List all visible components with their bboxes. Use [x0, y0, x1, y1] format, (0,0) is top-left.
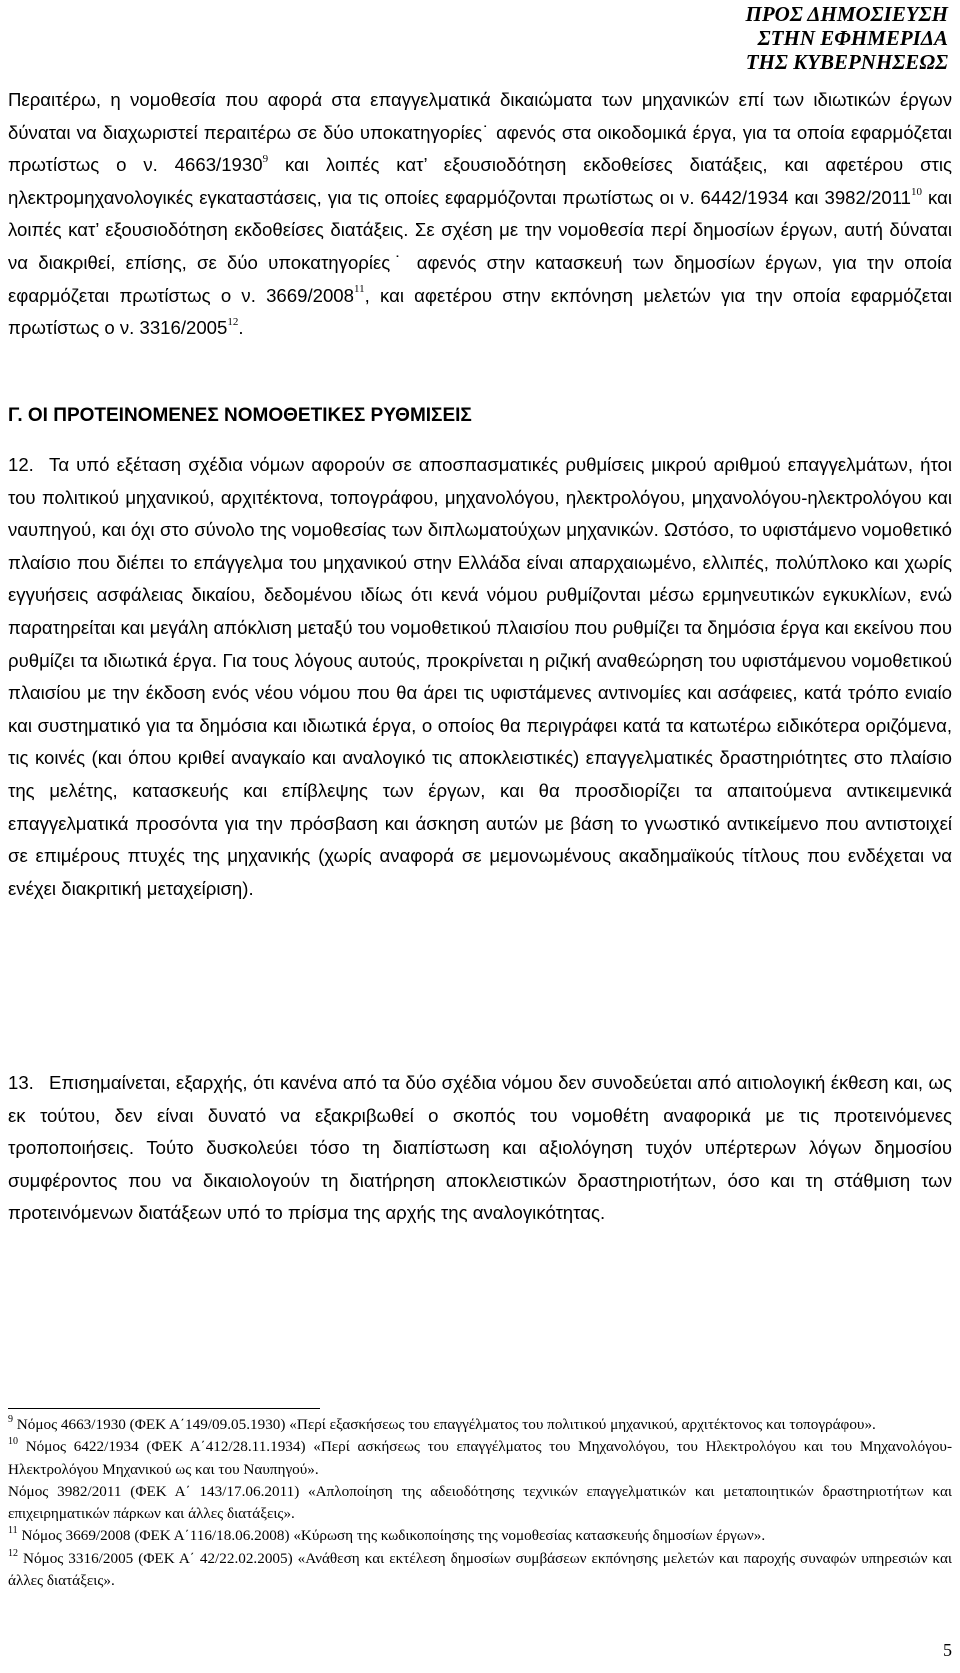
footnote-marker: 10	[8, 1436, 18, 1448]
paragraph-text: και λοιπές κατ’ εξουσιοδότηση εκδοθείσες διατάξεις. Σε σχέση με την νομοθεσία περί δημοσίων έργων, αυτή δύναται να διακριθεί, επίσης, σε δύο υποκατηγορίες˙ αφενός στην κατασκευή των δημοσίων έργων, για την οποία εφαρμόζεται πρωτίστως ο ν. 3669/2008	[8, 186, 952, 306]
footnote-text: Νόμος 4663/1930 (ΦΕΚ Α΄149/09.05.1930) «Περί εξασκήσεως του επαγγέλματος του πολιτικού μηχανικού, αρχιτέκτονος και τοπογράφου».	[13, 1416, 876, 1433]
footnote-ref-10[interactable]: 10	[911, 185, 922, 198]
footnote-item	[8, 1414, 952, 1436]
paragraph-text: .	[238, 317, 244, 339]
footnote-divider	[8, 1408, 320, 1409]
footnote-item	[8, 1525, 952, 1547]
footnote-text: Νόμος 3982/2011 (ΦΕΚ Α΄ 143/17.06.2011) «Απλοποίηση της αδειοδότησης τεχνικών επαγγελματικών και μεταποιητικών δραστηριοτήτων και επιχειρηματικών πάρκων και άλλες διατάξεις».	[8, 1482, 952, 1523]
paragraph-number: 12.	[8, 454, 34, 475]
footnote-marker: 11	[8, 1525, 18, 1537]
paragraph-text: Επισημαίνεται, εξαρχής, ότι κανένα από τα δύο σχέδια νόμου δεν συνοδεύεται από αιτιολογική έκθεση και, ως εκ τούτου, δεν είναι δυνατό να εξακριβωθεί ο σκοπός του νομοθέτη αναφορικά με τις προτεινόμενες τροποποιήσεις. Τούτο δυσκολεύει τόσο τη διαπίστωση και αξιολόγηση τυχόν υπέρτερων λόγων δημοσίου συμφέροντος που να δικαιολογούν τη διατήρηση αποκλειστικών δραστηριοτήτων, όσο και τη στάθμιση των προτεινόμενων διατάξεων υπό το πρίσμα της αρχής της αναλογικότητας.	[8, 1072, 952, 1224]
footnote-text: Νόμος 6422/1934 (ΦΕΚ Α΄412/28.11.1934) «Περί ασκήσεως του επαγγέλματος του Μηχανολόγου, του Ηλεκτρολόγου και του Μηχανολόγου-Ηλεκτρολόγου Μηχανικού ως και του Ναυπηγού».	[8, 1438, 952, 1478]
footnotes	[8, 1414, 952, 1592]
paragraph-text: Τα υπό εξέταση σχέδια νόμων αφορούν σε αποσπασματικές ρυθμίσεις μικρού αριθμού επαγγελμάτων, ήτοι του πολιτικού μηχανικού, αρχιτέκτονα, τοπογράφου, μηχανολόγου, ηλεκτρολόγου, μηχανολόγου-ηλεκτρολόγου και ναυπηγού, και όχι στο σύνολο της νομοθεσίας των διπλωματούχων μηχανικών. Ωστόσο, το υφιστάμενο νομοθετικό πλαίσιο που διέπει το επάγγελμα του μηχανικού στην Ελλάδα είναι απαρχαιωμένο, ελλιπές, πολύπλοκο και χωρίς εγγυήσεις ασφάλειας δικαίου, δεδομένου ιδίως ότι κενά νόμου ρυθμίζονται μέσω ερμηνευτικών εγκυκλίων, ενώ παρατηρείται και μεγάλη απόκλιση μεταξύ του νομοθετικού πλαισίου που ρυθμίζει τα δημόσια έργα και εκείνου που ρυθμίζει τα ιδιωτικά έργα. Για τους λόγους αυτούς, προκρίνεται η ριζική αναθεώρηση του υφιστάμενου νομοθετικού πλαισίου με την έκδοση ενός νέου νόμου που θα άρει τις υφιστάμενες αντινομίες και ασάφειες, κατά τρόπο ενιαίο και συστηματικό για τα δημόσια και ιδιωτικά έργα, ο οποίος θα περιγράφει κατά τα κατωτέρω ειδικότερα οριζόμενα, τις κοινές (και όπου κριθεί αναγκαίο και αναλογικό τις αποκλειστικές) επαγγελματικές δραστηριότητες στο πλαίσιο της μελέτης, κατασκευής και επίβλεψης των έργων, και θα προσδιορίζει τα απαιτούμενα αντικειμενικά επαγγελματικά προσόντα για την πρόσβαση και άσκηση αυτών με βάση το γνωστικό αντικείμενο που αντιστοιχεί σε επιμέρους πτυχές της μηχανικής (χωρίς αναφορά σε μεμονωμένους ακαδημαϊκούς τίτλους που ενδέχεται να ενέχει διακριτική μεταχείριση).	[8, 454, 952, 899]
footnote-item	[8, 1481, 952, 1526]
paragraph-intro	[8, 84, 952, 345]
paragraph-text: και λοιπές κατ’ εξουσιοδότηση εκδοθείσες διατάξεις, και αφετέρου στις ηλεκτρομηχανολογικές εγκαταστάσεις, για τις οποίες εφαρμόζονται πρωτίστως οι ν. 6442/1934 και 3982/2011	[8, 154, 952, 208]
footnote-item	[8, 1436, 952, 1481]
paragraph-13	[8, 1067, 952, 1230]
stamp-line-1: ΠΡΟΣ ΔΗΜΟΣΙΕΥΣΗ	[745, 2, 948, 26]
footnote-ref-11[interactable]: 11	[354, 283, 365, 296]
page-number: 5	[943, 1640, 952, 1660]
footnote-item	[8, 1548, 952, 1593]
footnote-marker: 12	[8, 1547, 18, 1559]
paragraph-12	[8, 449, 952, 905]
stamp-line-2: ΣΤΗΝ ΕΦΗΜΕΡΙΔΑ	[757, 26, 948, 50]
paragraph-text: Περαιτέρω, η νομοθεσία που αφορά στα επαγγελματικά δικαιώματα των μηχανικών επί των ιδιωτικών έργων δύναται να διαχωριστεί περαιτέρω σε δύο υποκατηγορίες˙ αφενός στα οικοδομικά έργα, για τα οποία εφαρμόζεται πρωτίστως ο ν. 4663/1930	[8, 89, 952, 176]
footnote-marker: 9	[8, 1413, 13, 1425]
footnote-ref-12[interactable]: 12	[227, 315, 239, 328]
footnote-ref-9[interactable]: 9	[262, 153, 269, 165]
paragraph-number: 13.	[8, 1072, 34, 1093]
paragraph-text: , και αφετέρου στην εκπόνηση μελετών για την οποία εφαρμόζεται πρωτίστως ο ν. 3316/2005	[8, 284, 952, 339]
publication-stamp	[746, 2, 948, 74]
section-heading: Γ. ΟΙ ΠΡΟΤΕΙΝΟΜΕΝΕΣ ΝΟΜΟΘΕΤΙΚΕΣ ΡΥΘΜΙΣΕΙΣ	[8, 405, 472, 426]
stamp-line-3: ΤΗΣ ΚΥΒΕΡΝΗΣΕΩΣ	[745, 50, 948, 74]
footnote-text: Νόμος 3669/2008 (ΦΕΚ Α΄116/18.06.2008) «Κύρωση της κωδικοποίησης της νομοθεσίας κατασκευής δημοσίων έργων».	[17, 1527, 766, 1545]
footnote-text: Νόμος 3316/2005 (ΦΕΚ Α΄ 42/22.02.2005) «Ανάθεση και εκτέλεση δημοσίων συμβάσεων εκπόνησης μελετών και παροχής συναφών υπηρεσιών και άλλες διατάξεις».	[8, 1549, 952, 1590]
